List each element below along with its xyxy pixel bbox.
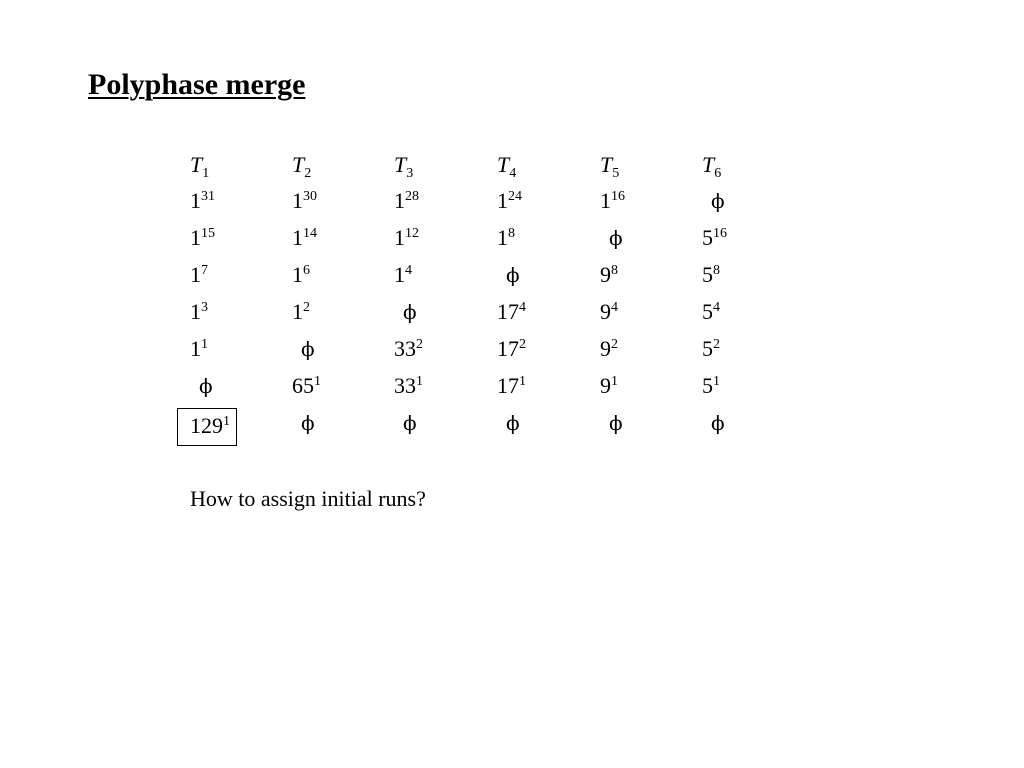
run-length: 17 [497, 299, 519, 324]
run-count: 1 [611, 374, 618, 389]
tape-header-5 [600, 150, 619, 180]
table-cell [394, 186, 419, 216]
run-length: 1 [190, 262, 201, 287]
tape-index: 6 [714, 166, 722, 181]
run-count: 1 [416, 374, 423, 389]
tape-index: 4 [509, 166, 517, 181]
run-count: 30 [303, 189, 317, 204]
table-cell [292, 223, 317, 253]
empty-set-symbol: ϕ [609, 411, 623, 435]
run-count: 31 [201, 189, 215, 204]
slide-title: Polyphase merge [88, 68, 306, 101]
run-count: 1 [314, 374, 321, 389]
run-length: 1 [190, 188, 201, 213]
run-count: 8 [508, 226, 515, 241]
table-cell [292, 334, 315, 364]
table-cell [394, 260, 412, 290]
empty-set-symbol: ϕ [711, 189, 725, 213]
run-length: 1 [600, 188, 611, 213]
run-length: 1 [292, 188, 303, 213]
table-cell [292, 371, 321, 401]
run-length: 9 [600, 336, 611, 361]
empty-set-symbol: ϕ [301, 337, 315, 361]
run-length: 1 [497, 225, 508, 250]
run-count: 2 [713, 337, 720, 352]
run-count: 2 [611, 337, 618, 352]
tape-index: 2 [304, 166, 312, 181]
table-cell [497, 260, 520, 290]
run-count: 28 [405, 189, 419, 204]
tape-letter: T [702, 152, 715, 177]
tape-letter: T [497, 152, 510, 177]
tape-header-2 [292, 150, 311, 180]
run-count: 24 [508, 189, 522, 204]
tape-letter: T [190, 152, 203, 177]
table-cell [497, 297, 526, 327]
table-cell [394, 297, 417, 327]
tape-letter: T [292, 152, 305, 177]
run-length: 33 [394, 336, 416, 361]
run-length: 1 [190, 299, 201, 324]
run-length: 9 [600, 373, 611, 398]
table-cell [600, 297, 618, 327]
tape-header-1 [190, 150, 209, 180]
run-count: 16 [713, 226, 727, 241]
run-count: 2 [416, 337, 423, 352]
run-count: 12 [405, 226, 419, 241]
tape-index: 1 [202, 166, 210, 181]
run-count: 16 [611, 189, 625, 204]
run-count: 1 [519, 374, 526, 389]
table-cell [190, 371, 213, 401]
run-count: 4 [713, 300, 720, 315]
final-run-cell [177, 408, 237, 446]
question-text: How to assign initial runs? [190, 486, 426, 511]
table-cell [190, 186, 215, 216]
table-cell [292, 260, 310, 290]
run-count: 2 [519, 337, 526, 352]
tape-letter: T [394, 152, 407, 177]
table-cell [600, 334, 618, 364]
run-count: 7 [201, 263, 208, 278]
run-count: 1 [201, 337, 208, 352]
table-cell [497, 408, 520, 438]
table-cell [702, 371, 720, 401]
run-count: 14 [303, 226, 317, 241]
table-cell [497, 223, 515, 253]
empty-set-symbol: ϕ [199, 374, 213, 398]
empty-set-symbol: ϕ [711, 411, 725, 435]
tape-index: 5 [612, 166, 620, 181]
run-length: 1 [292, 225, 303, 250]
run-length: 1 [292, 262, 303, 287]
table-cell [292, 297, 310, 327]
run-length: 33 [394, 373, 416, 398]
run-length: 5 [702, 373, 713, 398]
empty-set-symbol: ϕ [506, 411, 520, 435]
run-count: 8 [611, 263, 618, 278]
run-length: 9 [600, 262, 611, 287]
run-length: 5 [702, 225, 713, 250]
table-cell [702, 334, 720, 364]
run-count: 4 [611, 300, 618, 315]
run-count: 6 [303, 263, 310, 278]
run-length: 65 [292, 373, 314, 398]
table-cell [190, 297, 208, 327]
tape-header-6 [702, 150, 721, 180]
run-length: 1 [394, 225, 405, 250]
table-cell [190, 223, 215, 253]
table-cell [190, 260, 208, 290]
run-length: 5 [702, 262, 713, 287]
run-length: 5 [702, 336, 713, 361]
run-count: 4 [519, 300, 526, 315]
run-count: 15 [201, 226, 215, 241]
run-length: 1 [190, 336, 201, 361]
run-length: 9 [600, 299, 611, 324]
run-count: 1 [223, 414, 230, 429]
empty-set-symbol: ϕ [506, 263, 520, 287]
table-cell [497, 186, 522, 216]
run-length: 1 [292, 299, 303, 324]
table-cell [292, 186, 317, 216]
run-count: 1 [713, 374, 720, 389]
run-length: 5 [702, 299, 713, 324]
table-cell [190, 334, 208, 364]
run-count: 2 [303, 300, 310, 315]
tape-header-4 [497, 150, 516, 180]
table-cell [497, 334, 526, 364]
run-count: 3 [201, 300, 208, 315]
empty-set-symbol: ϕ [403, 300, 417, 324]
empty-set-symbol: ϕ [609, 226, 623, 250]
table-cell [702, 297, 720, 327]
empty-set-symbol: ϕ [301, 411, 315, 435]
run-length: 1 [394, 188, 405, 213]
tape-index: 3 [406, 166, 414, 181]
run-length: 1 [497, 188, 508, 213]
table-cell [600, 260, 618, 290]
run-count: 4 [405, 263, 412, 278]
run-length: 17 [497, 373, 519, 398]
table-cell [702, 408, 725, 438]
tape-letter: T [600, 152, 613, 177]
table-cell [600, 186, 625, 216]
table-cell [702, 223, 727, 253]
table-cell [394, 371, 423, 401]
run-length: 17 [497, 336, 519, 361]
table-cell [600, 223, 623, 253]
run-count: 8 [713, 263, 720, 278]
tape-header-3 [394, 150, 413, 180]
table-cell [600, 408, 623, 438]
empty-set-symbol: ϕ [403, 411, 417, 435]
run-length: 1 [394, 262, 405, 287]
table-cell [600, 371, 618, 401]
run-length: 129 [190, 413, 223, 438]
table-cell [702, 186, 725, 216]
table-cell [394, 334, 423, 364]
run-length: 1 [190, 225, 201, 250]
table-cell [702, 260, 720, 290]
table-cell [394, 408, 417, 438]
table-cell [394, 223, 419, 253]
table-cell [497, 371, 526, 401]
table-cell [292, 408, 315, 438]
